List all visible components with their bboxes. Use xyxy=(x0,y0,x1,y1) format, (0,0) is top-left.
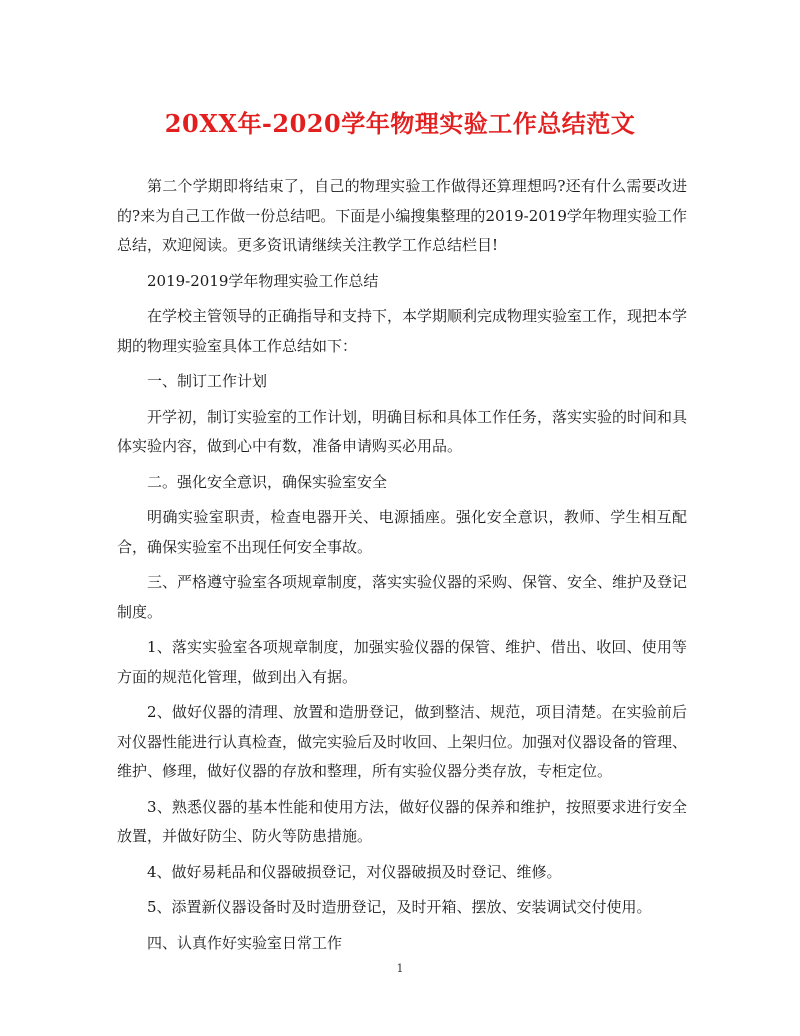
document-body xyxy=(117,172,687,964)
document-title: 20XX年-2020学年物理实验工作总结范文 xyxy=(164,109,636,138)
section-heading-4: 四、认真作好实验室日常工作 xyxy=(147,933,343,952)
list-item-1: 1、落实实验室各项规章制度，加强实验仪器的保管、维护、借出、收回、使用等方面的规范化管理，做到出入有据。 xyxy=(117,638,687,686)
section-heading-1: 一、制订工作计划 xyxy=(147,372,268,390)
page-number: 1 xyxy=(396,962,404,975)
list-item-5: 5、添置新仪器设备时及时造册登记，及时开箱、摆放、安装调试交付使用。 xyxy=(147,898,652,916)
list-item-4: 4、做好易耗品和仪器破损登记，对仪器破损及时登记、维修。 xyxy=(147,862,562,881)
paragraph-intro: 第二个学期即将结束了，自己的物理实验工作做得还算理想吗?还有什么需要改进的?来为自己工作做一份总结吧。下面是小编搜集整理的2019-2019学年物理实验工作总结，欢迎阅读。更多资讯请继续关注教学工作总结栏目! xyxy=(117,177,687,254)
section-heading-3: 三、严格遵守验室各项规章制度，落实实验仪器的采购、保管、安全、维护及登记制度。 xyxy=(117,573,688,621)
section-heading-2: 二。强化安全意识，确保实验室安全 xyxy=(147,472,388,491)
paragraph-subtitle: 2019-2019学年物理实验工作总结 xyxy=(147,271,379,290)
list-item-3: 3、熟悉仪器的基本性能和使用方法，做好仪器的保养和维护，按照要求进行安全放置，并做好防尘、防火等防患措施。 xyxy=(117,797,687,845)
list-item-2: 2、做好仪器的清理、放置和造册登记，做到整洁、规范，项目清楚。在实验前后对仪器性能进行认真检查，做完实验后及时收回、上架归位。加强对仪器设备的管理、维护、修理，做好仪器的存放和整理，所有实验仪器分类存放，专柜定位。 xyxy=(117,703,688,780)
paragraph-plan: 开学初，制订实验室的工作计划，明确目标和具体工作任务，落实实验的时间和具体实验内容，做到心中有数，准备申请购买必用品。 xyxy=(117,407,688,455)
paragraph-safety: 明确实验室职责，检查电器开关、电源插座。强化安全意识，教师、学生相互配合，确保实验室不出现任何安全事故。 xyxy=(117,508,687,556)
paragraph-overview: 在学校主管领导的正确指导和支持下，本学期顺利完成物理实验室工作，现把本学期的物理实验室具体工作总结如下： xyxy=(117,307,688,355)
